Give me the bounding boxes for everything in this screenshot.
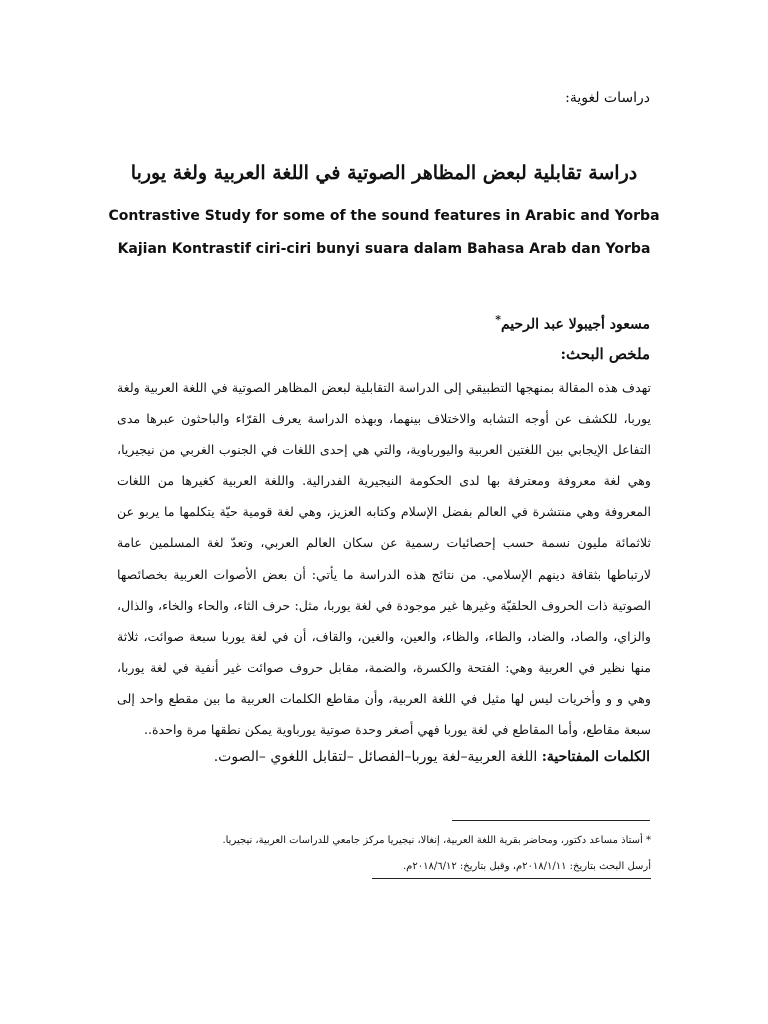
english-title: Contrastive Study for some of the sound features in Arabic and Yorba [108,208,660,224]
abstract-body: تهدف هذه المقالة بمنهجها التطبيقي إلى الدراسة التقابلية لبعض المظاهر الصوتية في اللغة العربية ولغة يوربا، للكشف عن أوجه التشابه والاختلاف بينهما، وبهذه الدراسة يعرف القرّاء والباحثون عبرها مدى التفاعل الإيجابي بين اللغتين العربية واليورباوية، والتي هي إحدى اللغات في الجنوب الغربي من نيجيريا، وهي لغة معروفة ومعترفة بها لدى الحكومة النيجيرية الفدرالية. واللغة العربية كغيرها من اللغات المعروفة وهي منتشرة في العالم بفضل الإسلام وكتابه العزيز، وهي لغة قومية حيّة يتكلمها ما يربو عن ثلاثمائة مليون نسمة حسب إحصائيات رسمية عن سكان العالم العربي، وتعدّ لغة المسلمين عامة لارتباطها بثقافة دينهم الإسلامي. من نتائج هذه الدراسة ما يأتي: أن بعض الأصوات العربية بخصائصها الصوتية ذات الحروف الحلقيّة وغيرها غير موجودة في لغة يوربا، مثل: حرف الثاء، والحاء والخاء، والذال، والزاي، والصاد، والضاد، والطاء، والظاء، والعين، والغين، والقاف، أن في لغة يوربا سبعة صوائت، ثلاثة منها نظير في العربية وهي: الفتحة والكسرة، والضمة، مقابل حروف صوائت غير أنفية في لغة يوربا، وهي و و وأخريات ليس لها مثيل في اللغة العربية، وأن مقاطع الكلمات العربية ما بين مقطع واحد إلى سبعة مقاطع، وأما المقاطع في لغة يوربا فهي أصغر وحدة صوتية يورباوية يمكن نطقها مرة واحدة.. [117,380,651,738]
section-label: دراسات لغوية: [565,90,650,106]
keywords-label: الكلمات المفتاحية: [541,749,650,765]
author-name: مسعود أجيبولا عبد الرحيم [500,316,650,333]
author-footnote-marker: * [495,313,501,326]
abstract-heading: ملخص البحث: [560,345,650,363]
author-line [250,313,650,333]
footnote-underline [372,878,651,879]
keywords-line [116,749,650,765]
arabic-title: دراسة تقابلية لبعض المظاهر الصوتية في اللغة العربية ولغة يوربا [130,162,638,184]
author-footnote: * أستاذ مساعد دكتور، ومحاضر بقرية اللغة العربية، إنغالا، نيجيريا مركز جامعي للدراسات العربية، نيجيريا. [222,835,651,846]
dates-footnote: أرسل البحث بتاريخ: ٢٠١٨/١/١١م، وقبل بتاريخ: ٢٠١٨/٦/١٢م. [402,861,651,872]
footnote-separator [452,820,650,821]
keywords-text: اللغة العربية–لغة يوربا–الفصائل –لتقابل اللغوي –الصوت. [213,749,542,765]
malay-title: Kajian Kontrastif ciri-ciri bunyi suara dalam Bahasa Arab dan Yorba [117,241,651,257]
